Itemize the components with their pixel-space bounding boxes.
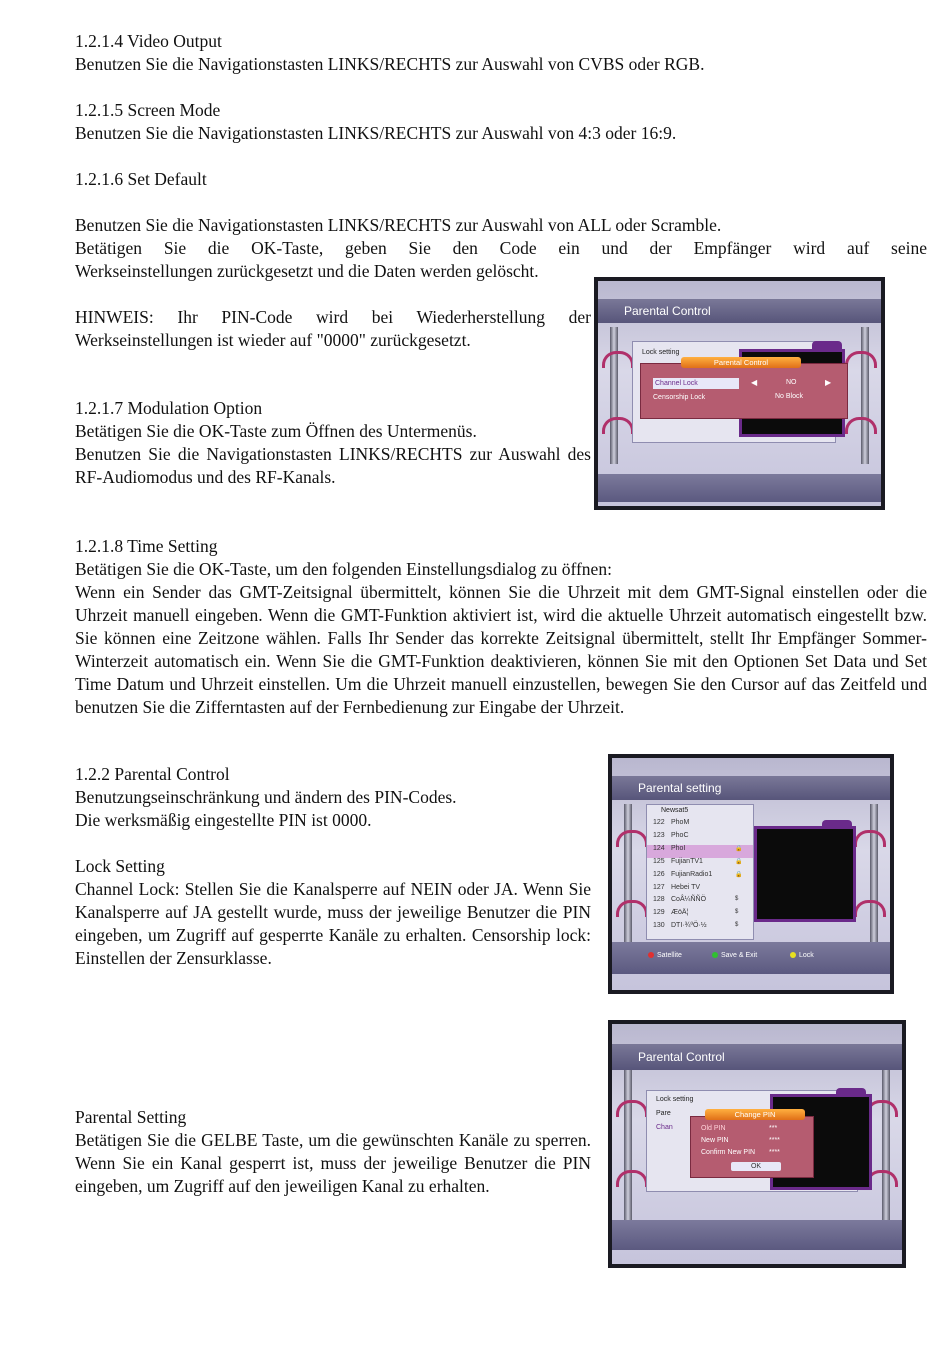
decor-hook-icon <box>854 830 886 847</box>
text-parental-control-2: Die werksmäßig eingestellte PIN ist 0000. <box>75 810 372 830</box>
text-modulation-2: Benutzen Sie die Navigationstasten LINKS/RECHTS zur Auswahl des RF-Audiomodus und des RF-Kanals. <box>75 444 591 487</box>
channel-row[interactable] <box>647 819 753 832</box>
lock-setting-label: Lock setting <box>656 1096 694 1103</box>
arrow-left-icon[interactable]: ◀ <box>751 378 758 387</box>
channel-number: 129 <box>653 909 665 917</box>
channel-name: CoÂ¼ÑÑÖ <box>671 896 707 904</box>
channel-row[interactable] <box>647 832 753 845</box>
ok-button[interactable]: OK <box>731 1162 781 1171</box>
channel-name: PhoC <box>671 831 689 839</box>
text-time-setting-1: Betätigen Sie die OK-Taste, um den folgenden Einstellungsdialog zu öffnen: <box>75 559 612 579</box>
channel-row[interactable] <box>647 896 753 909</box>
decor-hook-icon <box>602 351 634 368</box>
decor-hook-icon <box>845 417 877 434</box>
channel-lock-item[interactable]: Channel Lock <box>653 378 739 389</box>
screen-footer <box>612 942 890 974</box>
text-video-output: Benutzen Sie die Navigationstasten LINKS/RECHTS zur Auswahl von CVBS oder RGB. <box>75 54 705 74</box>
channel-group: Newsat5 <box>661 807 689 814</box>
menu-item-partial: Chan <box>656 1124 673 1131</box>
channel-row[interactable] <box>647 922 753 935</box>
lock-setting-label: Lock setting <box>642 349 680 356</box>
channel-number: 125 <box>653 857 665 865</box>
text-set-default-2: Betätigen Sie die OK-Taste, geben Sie den Code ein und der Empfänger wird auf seine <box>75 238 927 258</box>
channel-name: FujianTV1 <box>671 857 703 865</box>
channel-number: 126 <box>653 870 665 878</box>
channel-row[interactable] <box>647 858 753 871</box>
text-set-default-note: HINWEIS: Ihr PIN-Code wird bei Wiederherstellung der Werkseinstellungen ist wieder auf "0000" zurückgesetzt. <box>75 307 591 350</box>
text-screen-mode: Benutzen Sie die Navigationstasten LINKS/RECHTS zur Auswahl von 4:3 oder 16:9. <box>75 123 677 143</box>
text-parental-control-1: Benutzungseinschränkung und ändern des PIN-Codes. <box>75 787 457 807</box>
confirm-pin-field[interactable]: **** <box>769 1149 780 1156</box>
channel-name: PhoI <box>671 844 686 852</box>
dialog-title: Change PIN <box>705 1109 805 1120</box>
decor-hook-icon <box>616 830 648 847</box>
channel-name: DTI·¾ºÖ·½ <box>671 922 707 930</box>
heading-parental-setting: Parental Setting <box>75 1107 187 1127</box>
channel-name: ÆöÄ¦ <box>671 909 689 917</box>
channel-number: 128 <box>653 896 665 904</box>
screen-title: Parental Control <box>612 1044 902 1070</box>
scrambled-icon: $ <box>735 896 739 903</box>
screen-footer <box>612 1220 902 1250</box>
channel-number: 122 <box>653 819 665 826</box>
lock-icon: 🔒 <box>735 845 743 852</box>
channel-number: 124 <box>653 844 665 852</box>
heading-time-setting: 1.2.1.8 Time Setting <box>75 536 218 556</box>
text-parental-setting: Betätigen Sie die GELBE Taste, um die gewünschten Kanäle zu sperren. Wenn Sie ein Kanal gesperrt ist, muss der jeweilige Benutzer die PIN eingeben, um Zugriff auf den jeweiligen Kanal zu erhalten. <box>75 1130 591 1196</box>
heading-lock-setting: Lock Setting <box>75 856 165 876</box>
channel-list <box>646 804 754 940</box>
text-time-setting-2: Wenn ein Sender das GMT-Zeitsignal übermittelt, können Sie die Uhrzeit mit dem GMT-Signal einstellen oder die Uhrzeit manuell eingeben. Wenn die GMT-Funktion aktiviert ist, wird die aktuelle Uhrzeit automatisch eingestellt bzw. Sie können eine Zeitzone wählen. Falls Ihr Sender das korrekte Zeitsignal übermittelt, stellt Ihr Empfänger Sommer- Winterzeit automatisch ein. Wenn Sie die GMT-Funktion deaktivieren, können Sie mit den Optionen Set Data und Set Time Datum und Uhrzeit einstellen. Um die Uhrzeit manuell einzustellen, bewegen Sie den Cursor auf das Zeitfeld und benutzen Sie die Zifferntasten auf der Fernbedienung zur Eingabe der Uhrzeit. <box>75 582 927 717</box>
censorship-lock-item[interactable]: Censorship Lock <box>653 394 706 401</box>
channel-number: 127 <box>653 883 665 891</box>
green-button-icon <box>712 952 718 958</box>
decor-hook-icon <box>616 1100 648 1117</box>
channel-name: PhoM <box>671 819 690 826</box>
footer-satellite[interactable]: Satellite <box>648 952 682 965</box>
scrambled-icon: $ <box>735 909 739 916</box>
heading-modulation: 1.2.1.7 Modulation Option <box>75 398 263 418</box>
channel-name: Hebei TV <box>671 883 701 891</box>
parental-control-dialog <box>640 358 848 419</box>
channel-row[interactable] <box>647 909 753 922</box>
channel-row[interactable] <box>647 845 753 858</box>
arrow-right-icon[interactable]: ▶ <box>825 378 832 387</box>
channel-name: FujianRadio1 <box>671 870 713 878</box>
dialog-title: Parental Control <box>681 357 801 368</box>
text-set-default-3: Werkseinstellungen zurückgesetzt und die Daten werden gelöscht. <box>75 261 539 281</box>
footer-lock[interactable]: Lock <box>790 952 814 965</box>
censorship-value: No Block <box>775 393 804 400</box>
text-modulation-1: Betätigen Sie die OK-Taste zum Öffnen des Untermenüs. <box>75 421 477 441</box>
screen-title: Parental setting <box>612 776 890 800</box>
heading-screen-mode: 1.2.1.5 Screen Mode <box>75 100 221 120</box>
yellow-button-icon <box>790 952 796 958</box>
screenshot-change-pin <box>608 1020 906 1268</box>
screenshot-parental-setting <box>608 754 894 994</box>
text-set-default-1: Benutzen Sie die Navigationstasten LINKS/RECHTS zur Auswahl von ALL oder Scramble. <box>75 215 722 235</box>
decor-hook-icon <box>602 417 634 434</box>
decor-hook-icon <box>854 900 886 917</box>
screenshot-parental-control <box>594 277 885 510</box>
heading-parental-control: 1.2.2 Parental Control <box>75 764 230 784</box>
preview-window <box>754 826 856 922</box>
change-pin-dialog <box>690 1110 814 1178</box>
decor-hook-icon <box>845 351 877 368</box>
new-pin-field[interactable]: **** <box>769 1137 780 1144</box>
channel-number: 123 <box>653 831 665 839</box>
new-pin-label: New PIN <box>701 1137 729 1144</box>
text-lock-setting: Channel Lock: Stellen Sie die Kanalsperre auf NEIN oder JA. Wenn Sie Kanalsperre auf JA gestellt wurde, muss der jeweilige Benutzer die PIN eingeben, um Zugriff auf gesperrte Kanäle zu erhalten. Censorship lock: Einstellen der Zensurklasse. <box>75 879 591 968</box>
channel-lock-value: NO <box>786 379 797 386</box>
lock-icon: 🔒 <box>735 871 743 878</box>
channel-number: 130 <box>653 922 665 930</box>
footer-save-exit[interactable]: Save & Exit <box>712 952 757 965</box>
decor-hook-icon <box>616 1170 648 1187</box>
old-pin-label: Old PIN <box>701 1125 726 1132</box>
channel-row[interactable] <box>647 884 753 897</box>
heading-video-output: 1.2.1.4 Video Output <box>75 31 222 51</box>
lock-icon: 🔒 <box>735 858 743 865</box>
decor-hook-icon <box>616 900 648 917</box>
screen-footer <box>598 474 881 502</box>
heading-set-default: 1.2.1.6 Set Default <box>75 169 207 189</box>
screen-title: Parental Control <box>598 299 881 323</box>
red-button-icon <box>648 952 654 958</box>
channel-row[interactable] <box>647 871 753 884</box>
confirm-pin-label: Confirm New PIN <box>701 1149 756 1156</box>
old-pin-field[interactable]: *** <box>769 1125 778 1132</box>
menu-item-partial: Pare <box>656 1110 671 1117</box>
scrambled-icon: $ <box>735 922 739 929</box>
